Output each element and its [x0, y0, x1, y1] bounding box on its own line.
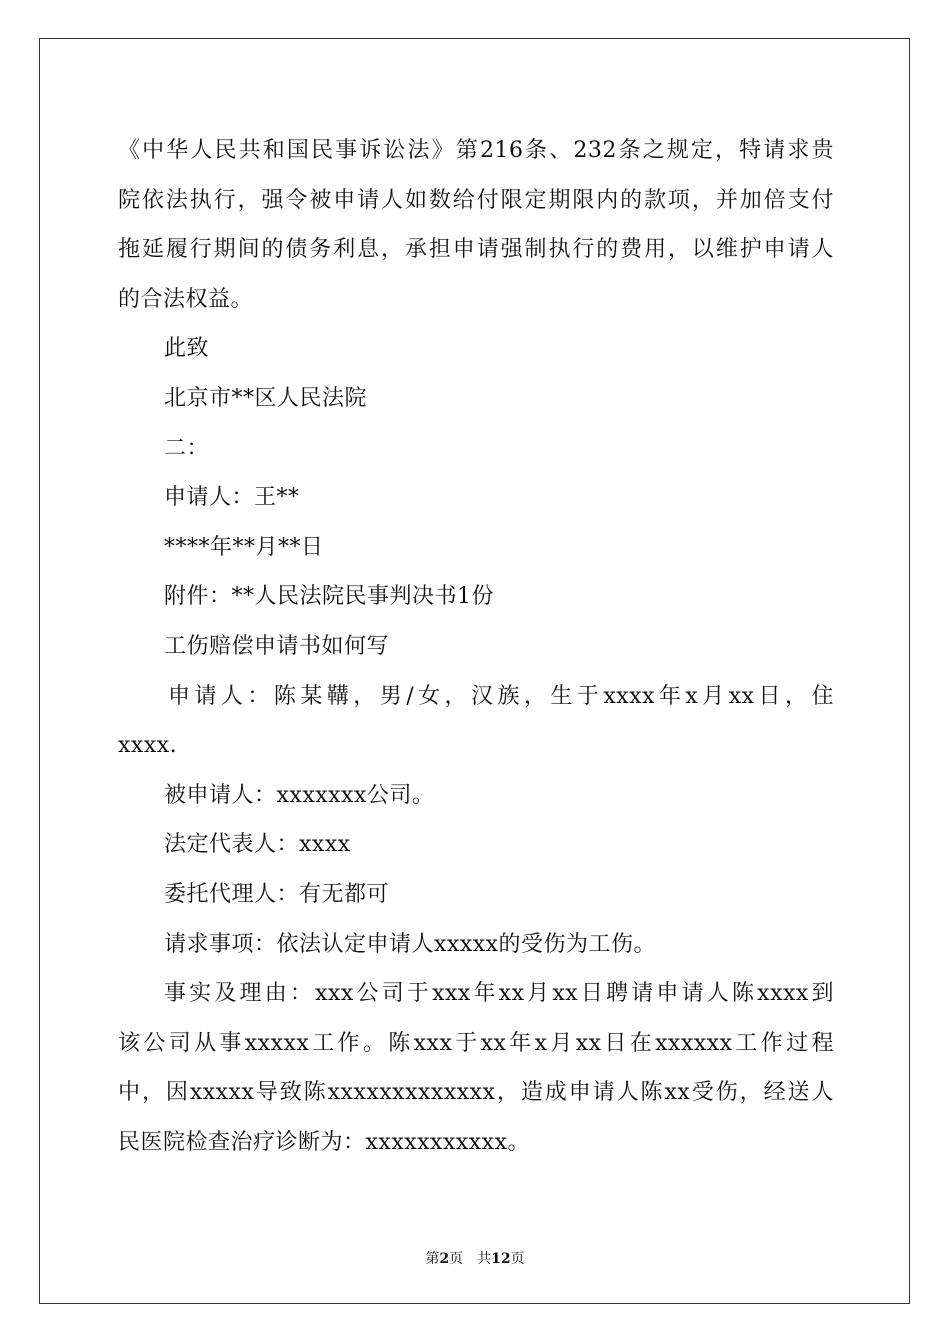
page-footer: [0, 1248, 950, 1268]
court-name: 北京市**区人民法院: [164, 385, 368, 411]
respondent-line: 被申请人：xxxxxxx公司。: [164, 782, 435, 808]
page-suffix: 页: [449, 1251, 464, 1267]
document-body: [118, 126, 834, 1167]
paragraph-line: 拖延履行期间的债务利息，承担申请强制执行的费用，以维护申请人: [118, 237, 834, 263]
applicant-signature: 申请人：王**: [164, 485, 300, 511]
paragraph-line: 的合法权益。: [118, 286, 254, 312]
agent-line: 委托代理人：有无都可: [164, 881, 390, 907]
facts-line: 事实及理由：xxx公司于xxx年xx月xx日聘请申请人陈xxxx到: [164, 981, 834, 1007]
applicant-address: xxxx.: [118, 733, 178, 759]
legal-representative-line: 法定代表人：xxxx: [164, 832, 351, 858]
total-suffix: 页: [510, 1251, 525, 1267]
total-prefix: 共: [477, 1251, 492, 1267]
paragraph-line: 院依法执行，强令被申请人如数给付限定期限内的款项，并加倍支付: [118, 187, 834, 213]
page-current: 2: [439, 1251, 450, 1267]
paragraph-line: 《中华人民共和国民事诉讼法》第216条、232条之规定，特请求贵: [118, 138, 834, 163]
request-line: 请求事项：依法认定申请人xxxxx的受伤为工伤。: [164, 931, 657, 957]
salutation: 此致: [164, 336, 210, 362]
section-title: 工伤赔偿申请书如何写: [164, 633, 390, 659]
attachment-line: 附件：**人民法院民事判决书1份: [164, 584, 494, 610]
section-heading: 二：: [164, 435, 210, 461]
page-total: 12: [491, 1251, 511, 1267]
facts-line: 民医院检查治疗诊断为：xxxxxxxxxxx。: [118, 1129, 530, 1155]
date-line: ****年**月**日: [164, 534, 324, 560]
page-prefix: 第: [425, 1251, 440, 1267]
facts-line: 中，因xxxxx导致陈xxxxxxxxxxxxx，造成申请人陈xx受伤，经送人: [118, 1080, 834, 1106]
applicant-info: 申请人：陈某鞲，男/女，汉族，生于xxxx年x月xx日，住: [168, 683, 834, 709]
facts-line: 该公司从事xxxxx工作。陈xxx于xx年x月xx日在xxxxxx工作过程: [118, 1030, 834, 1056]
